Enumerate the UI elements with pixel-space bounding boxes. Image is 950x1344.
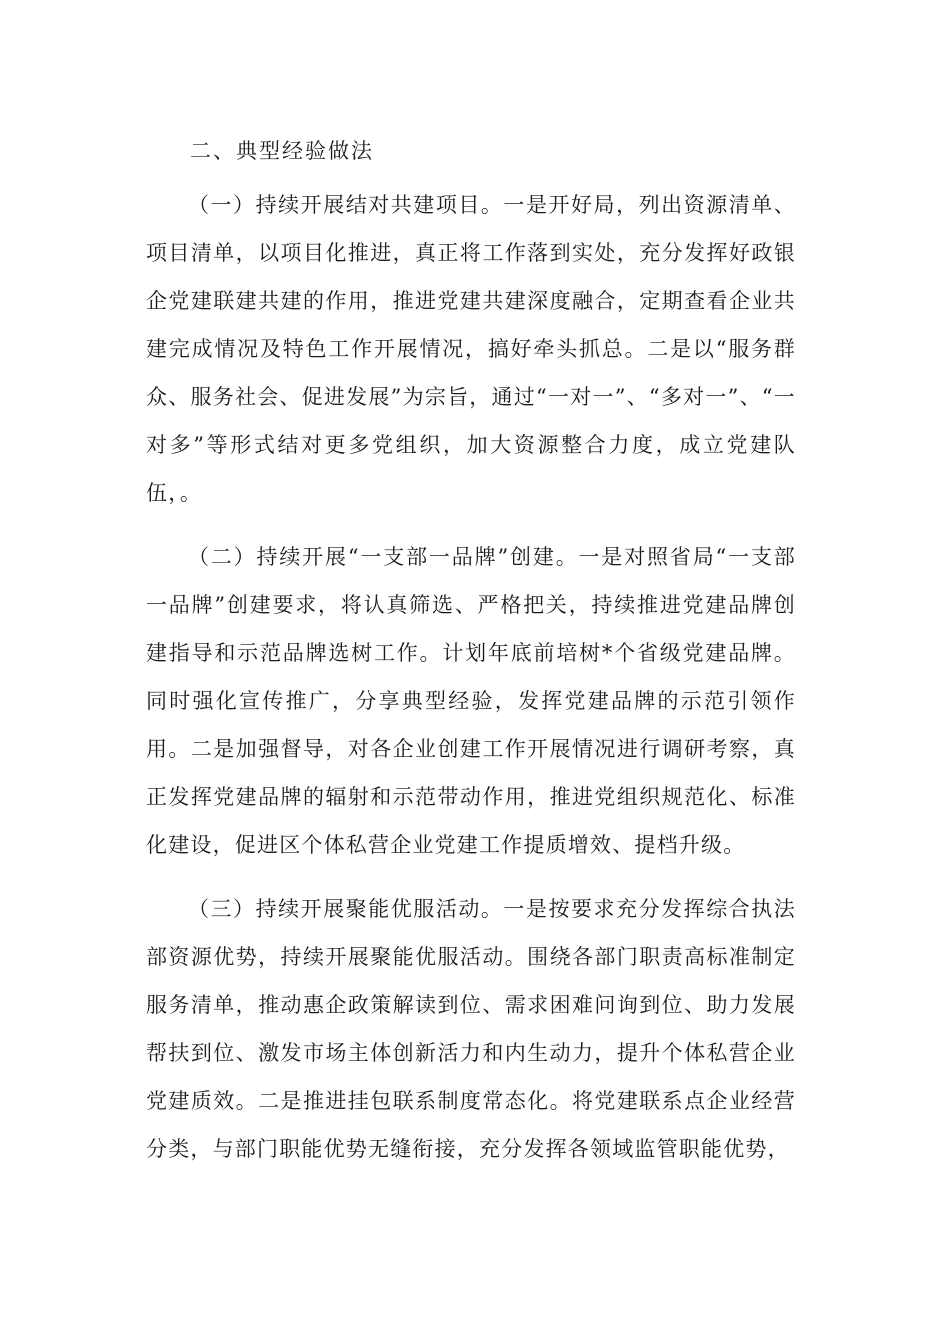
paragraph-pairing-projects: （一）持续开展结对共建项目。一是开好局，列出资源清单、项目清单，以项目化推进，真正将工作落到实处，充分发挥好政银企党建联建共建的作用，推进党建共建深度融合，定期查看企业共建完成情况及特色工作开展情况，搞好牵头抓总。二是以“服务群众、服务社会、促进发展”为宗旨，通过“一对一”、“多对一”、“一对多”等形式结对更多党组织，加大资源整合力度，成立党建队伍，。	[146, 193, 796, 505]
paragraph-branch-brand: （二）持续开展“一支部一品牌”创建。一是对照省局“一支部一品牌”创建要求，将认真筛选、严格把关，持续推进党建品牌创建指导和示范品牌选树工作。计划年底前培树*个省级党建品牌。同时强化宣传推广，分享典型经验，发挥党建品牌的示范引领作用。二是加强督导，对各企业创建工作开展情况进行调研考察，真正发挥党建品牌的辐射和示范带动作用，推进党组织规范化、标准化建设，促进区个体私营企业党建工作提质增效、提档升级。	[146, 545, 796, 857]
section-heading: 二、典型经验做法	[190, 139, 374, 163]
paragraph-service-activities: （三）持续开展聚能优服活动。一是按要求充分发挥综合执法部资源优势，持续开展聚能优服活动。围绕各部门职责高标准制定服务清单，推动惠企政策解读到位、需求困难问询到位、助力发展帮扶到位、激发市场主体创新活力和内生动力，提升个体私营企业党建质效。二是推进挂包联系制度常态化。将党建联系点企业经营分类，与部门职能优势无缝衔接，充分发挥各领域监管职能优势，	[146, 897, 796, 1161]
document-body	[146, 127, 796, 1189]
